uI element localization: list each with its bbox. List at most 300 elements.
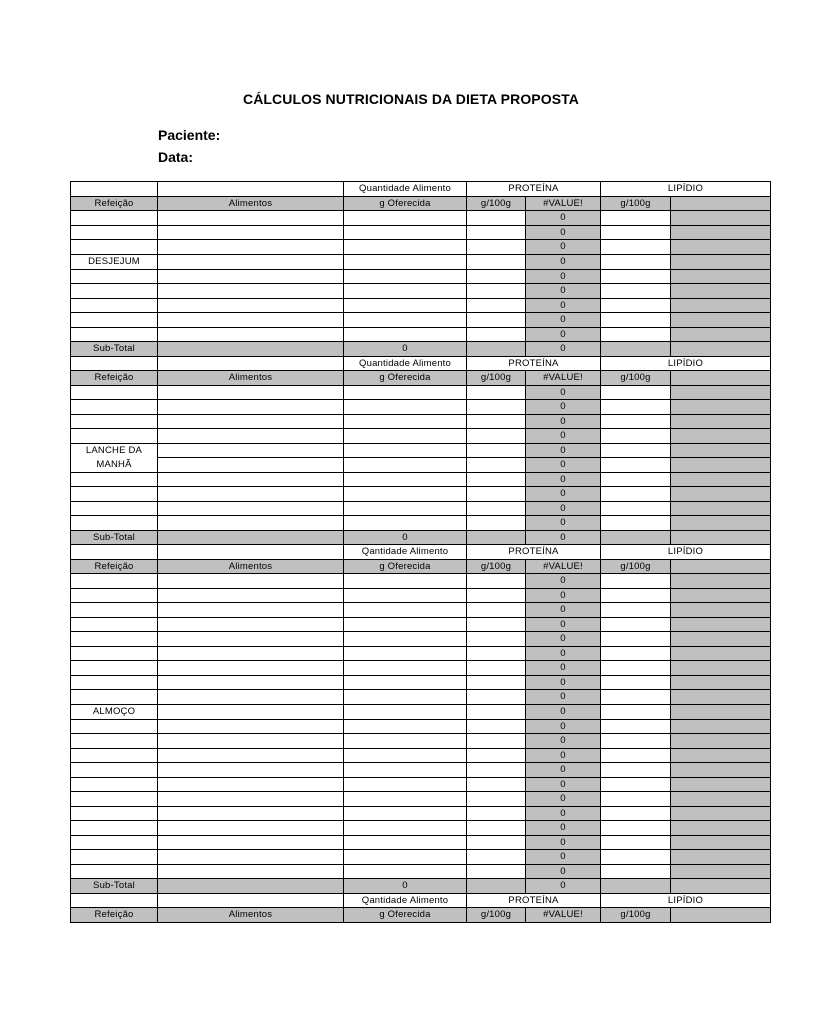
protein-value-cell: 0 — [526, 225, 601, 240]
meal-cell — [71, 225, 158, 240]
lipid-g100-cell[interactable] — [601, 269, 671, 284]
protein-value-cell: 0 — [526, 632, 601, 647]
food-row — [71, 240, 771, 255]
lipid-g100-cell[interactable] — [601, 690, 671, 705]
lipid-value-cell — [671, 777, 771, 792]
protein-group-header: PROTEÍNA — [467, 545, 601, 560]
meal-cell — [71, 763, 158, 778]
food-row — [71, 646, 771, 661]
protein-g100-cell[interactable] — [467, 414, 526, 429]
food-name-cell[interactable] — [158, 792, 344, 807]
lipid-g100-cell[interactable] — [601, 472, 671, 487]
protein-g100-cell[interactable] — [467, 690, 526, 705]
protein-g100-cell[interactable] — [467, 763, 526, 778]
food-name-cell[interactable] — [158, 414, 344, 429]
food-name-cell[interactable] — [158, 588, 344, 603]
meal-cell — [71, 313, 158, 328]
protein-g100-col-header: g/100g — [467, 908, 526, 923]
meal-label: LANCHE DA MANHÃ — [71, 443, 158, 472]
protein-g100-cell[interactable] — [467, 240, 526, 255]
lipid-g100-cell[interactable] — [601, 487, 671, 502]
offered-grams-cell[interactable] — [344, 458, 467, 473]
lipid-g100-cell[interactable] — [601, 225, 671, 240]
offered-grams-cell[interactable] — [344, 806, 467, 821]
protein-g100-cell[interactable] — [467, 632, 526, 647]
lipid-value-cell — [671, 298, 771, 313]
protein-g100-cell[interactable] — [467, 588, 526, 603]
food-name-cell[interactable] — [158, 719, 344, 734]
meal-cell — [71, 850, 158, 865]
food-name-cell[interactable] — [158, 327, 344, 342]
lipid-g100-cell[interactable] — [601, 646, 671, 661]
offered-grams-cell[interactable] — [344, 690, 467, 705]
food-row — [71, 792, 771, 807]
column-header-row — [71, 908, 771, 923]
food-row — [71, 675, 771, 690]
meal-cell — [71, 661, 158, 676]
group-header-row — [71, 182, 771, 197]
lipid-value-cell — [671, 313, 771, 328]
lipid-value-cell — [671, 385, 771, 400]
protein-g100-cell[interactable] — [467, 704, 526, 719]
meal-cell — [71, 806, 158, 821]
protein-value-cell: 0 — [526, 327, 601, 342]
meal-cell — [71, 835, 158, 850]
offered-grams-cell[interactable] — [344, 385, 467, 400]
lipid-value-cell — [671, 603, 771, 618]
lipid-g100-cell[interactable] — [601, 400, 671, 415]
offered-grams-cell[interactable] — [344, 646, 467, 661]
food-row — [71, 704, 771, 719]
protein-g100-cell[interactable] — [467, 864, 526, 879]
food-name-cell[interactable] — [158, 661, 344, 676]
protein-g100-col-header: g/100g — [467, 559, 526, 574]
subtotal-protein: 0 — [526, 530, 601, 545]
meal-cell — [71, 821, 158, 836]
lipid-g100-cell[interactable] — [601, 501, 671, 516]
protein-value-cell: 0 — [526, 777, 601, 792]
food-row — [71, 298, 771, 313]
protein-g100-cell[interactable] — [467, 501, 526, 516]
protein-value-cell: 0 — [526, 400, 601, 415]
protein-g100-cell[interactable] — [467, 284, 526, 299]
subtotal-protein-g100-cell — [467, 342, 526, 357]
food-name-cell[interactable] — [158, 211, 344, 226]
subtotal-quantity: 0 — [344, 530, 467, 545]
food-row — [71, 719, 771, 734]
food-name-cell[interactable] — [158, 240, 344, 255]
food-name-cell[interactable] — [158, 617, 344, 632]
food-name-cell[interactable] — [158, 385, 344, 400]
subtotal-row — [71, 879, 771, 894]
protein-g100-cell[interactable] — [467, 269, 526, 284]
food-name-cell[interactable] — [158, 225, 344, 240]
food-row — [71, 821, 771, 836]
lipid-g100-cell[interactable] — [601, 864, 671, 879]
food-name-cell[interactable] — [158, 821, 344, 836]
food-row — [71, 269, 771, 284]
lipid-g100-cell[interactable] — [601, 211, 671, 226]
meal-col-header: Refeição — [71, 196, 158, 211]
protein-g100-cell[interactable] — [467, 443, 526, 458]
offered-grams-cell[interactable] — [344, 748, 467, 763]
food-name-cell[interactable] — [158, 254, 344, 269]
food-name-cell[interactable] — [158, 501, 344, 516]
lipid-group-header: LIPÍDIO — [601, 356, 771, 371]
lipid-value-cell — [671, 472, 771, 487]
protein-g100-col-header: g/100g — [467, 196, 526, 211]
food-name-cell[interactable] — [158, 835, 344, 850]
offered-grams-cell[interactable] — [344, 240, 467, 255]
lipid-g100-cell[interactable] — [601, 617, 671, 632]
lipid-g100-cell[interactable] — [601, 675, 671, 690]
subtotal-quantity: 0 — [344, 342, 467, 357]
food-name-cell[interactable] — [158, 298, 344, 313]
offered-grams-cell[interactable] — [344, 835, 467, 850]
offered-grams-cell[interactable] — [344, 661, 467, 676]
subtotal-foods-cell — [158, 342, 344, 357]
offered-grams-cell[interactable] — [344, 443, 467, 458]
offered-grams-cell[interactable] — [344, 472, 467, 487]
lipid-g100-cell[interactable] — [601, 777, 671, 792]
lipid-g100-cell[interactable] — [601, 327, 671, 342]
food-name-cell[interactable] — [158, 400, 344, 415]
food-name-cell[interactable] — [158, 487, 344, 502]
meal-cell — [71, 400, 158, 415]
food-name-cell[interactable] — [158, 574, 344, 589]
quantity-group-header: Qantidade Alimento — [344, 545, 467, 560]
protein-g100-cell[interactable] — [467, 429, 526, 444]
offered-grams-cell[interactable] — [344, 254, 467, 269]
offered-grams-cell[interactable] — [344, 501, 467, 516]
protein-g100-cell[interactable] — [467, 254, 526, 269]
food-name-cell[interactable] — [158, 690, 344, 705]
lipid-value-cell — [671, 327, 771, 342]
protein-value-cell: 0 — [526, 821, 601, 836]
offered-grams-cell[interactable] — [344, 327, 467, 342]
food-row — [71, 588, 771, 603]
lipid-g100-cell[interactable] — [601, 835, 671, 850]
protein-group-header: PROTEÍNA — [467, 893, 601, 908]
protein-g100-cell[interactable] — [467, 211, 526, 226]
meal-cell — [71, 777, 158, 792]
meal-cell — [71, 284, 158, 299]
offered-grams-cell[interactable] — [344, 792, 467, 807]
meal-cell — [71, 414, 158, 429]
meal-cell — [71, 429, 158, 444]
protein-g100-cell[interactable] — [467, 661, 526, 676]
lipid-g100-cell[interactable] — [601, 284, 671, 299]
lipid-g100-cell[interactable] — [601, 704, 671, 719]
lipid-g100-cell[interactable] — [601, 734, 671, 749]
food-name-cell[interactable] — [158, 864, 344, 879]
protein-g100-cell[interactable] — [467, 327, 526, 342]
protein-value-cell: 0 — [526, 269, 601, 284]
food-row — [71, 254, 771, 269]
meal-cell — [71, 472, 158, 487]
lipid-g100-cell[interactable] — [601, 719, 671, 734]
meal-cell — [71, 269, 158, 284]
meal-cell — [71, 603, 158, 618]
protein-g100-cell[interactable] — [467, 487, 526, 502]
meal-cell — [71, 487, 158, 502]
food-row — [71, 690, 771, 705]
lipid-value-cell — [671, 675, 771, 690]
offered-grams-cell[interactable] — [344, 574, 467, 589]
lipid-calc-col-header — [671, 371, 771, 386]
quantity-group-header: Quantidade Alimento — [344, 182, 467, 197]
protein-g100-cell[interactable] — [467, 748, 526, 763]
food-row — [71, 327, 771, 342]
meal-cell — [71, 516, 158, 531]
protein-g100-cell[interactable] — [467, 675, 526, 690]
meal-cell — [71, 501, 158, 516]
lipid-value-cell — [671, 806, 771, 821]
quantity-group-header: Quantidade Alimento — [344, 356, 467, 371]
subtotal-protein: 0 — [526, 342, 601, 357]
subtotal-lipid-g100-cell — [601, 342, 671, 357]
meal-cell — [71, 719, 158, 734]
offered-col-header: g Oferecida — [344, 371, 467, 386]
food-row — [71, 806, 771, 821]
food-name-cell[interactable] — [158, 806, 344, 821]
meal-cell — [71, 240, 158, 255]
lipid-value-cell — [671, 646, 771, 661]
food-name-cell[interactable] — [158, 603, 344, 618]
food-row — [71, 632, 771, 647]
protein-g100-cell[interactable] — [467, 617, 526, 632]
offered-grams-cell[interactable] — [344, 400, 467, 415]
food-row — [71, 574, 771, 589]
protein-g100-cell[interactable] — [467, 777, 526, 792]
offered-grams-cell[interactable] — [344, 225, 467, 240]
subtotal-foods-cell — [158, 879, 344, 894]
meal-label: ALMOÇO — [71, 704, 158, 719]
lipid-value-cell — [671, 254, 771, 269]
lipid-group-header: LIPÍDIO — [601, 545, 771, 560]
subtotal-protein: 0 — [526, 879, 601, 894]
offered-grams-cell[interactable] — [344, 864, 467, 879]
lipid-g100-cell[interactable] — [601, 748, 671, 763]
protein-value-cell: 0 — [526, 850, 601, 865]
offered-grams-cell[interactable] — [344, 487, 467, 502]
patient-label: Paciente: — [158, 127, 221, 143]
protein-g100-cell[interactable] — [467, 458, 526, 473]
food-name-cell[interactable] — [158, 646, 344, 661]
offered-grams-cell[interactable] — [344, 414, 467, 429]
lipid-value-cell — [671, 501, 771, 516]
lipid-g100-cell[interactable] — [601, 240, 671, 255]
meal-cell — [71, 675, 158, 690]
offered-grams-cell[interactable] — [344, 516, 467, 531]
food-name-cell[interactable] — [158, 458, 344, 473]
lipid-value-cell — [671, 429, 771, 444]
protein-g100-cell[interactable] — [467, 472, 526, 487]
lipid-group-header: LIPÍDIO — [601, 893, 771, 908]
lipid-g100-cell[interactable] — [601, 385, 671, 400]
lipid-g100-cell[interactable] — [601, 632, 671, 647]
protein-g100-cell[interactable] — [467, 603, 526, 618]
subtotal-lipid-cell — [671, 530, 771, 545]
lipid-value-cell — [671, 400, 771, 415]
food-row — [71, 748, 771, 763]
meal-cell — [71, 574, 158, 589]
empty-cell — [158, 356, 344, 371]
protein-calc-col-header: #VALUE! — [526, 559, 601, 574]
lipid-value-cell — [671, 443, 771, 458]
protein-value-cell: 0 — [526, 429, 601, 444]
lipid-value-cell — [671, 211, 771, 226]
offered-grams-cell[interactable] — [344, 821, 467, 836]
protein-value-cell: 0 — [526, 763, 601, 778]
lipid-g100-cell[interactable] — [601, 763, 671, 778]
food-name-cell[interactable] — [158, 516, 344, 531]
lipid-g100-cell[interactable] — [601, 458, 671, 473]
meal-cell — [71, 792, 158, 807]
empty-cell — [158, 182, 344, 197]
protein-g100-cell[interactable] — [467, 719, 526, 734]
offered-grams-cell[interactable] — [344, 734, 467, 749]
lipid-g100-cell[interactable] — [601, 661, 671, 676]
lipid-g100-cell[interactable] — [601, 792, 671, 807]
foods-col-header: Alimentos — [158, 371, 344, 386]
offered-grams-cell[interactable] — [344, 603, 467, 618]
lipid-g100-cell[interactable] — [601, 298, 671, 313]
protein-g100-cell[interactable] — [467, 850, 526, 865]
food-row — [71, 225, 771, 240]
spreadsheet-viewport — [70, 181, 704, 924]
food-row — [71, 414, 771, 429]
protein-g100-cell[interactable] — [467, 385, 526, 400]
offered-grams-cell[interactable] — [344, 211, 467, 226]
lipid-g100-cell[interactable] — [601, 429, 671, 444]
lipid-g100-cell[interactable] — [601, 443, 671, 458]
food-name-cell[interactable] — [158, 632, 344, 647]
food-name-cell[interactable] — [158, 850, 344, 865]
offered-grams-cell[interactable] — [344, 850, 467, 865]
lipid-g100-cell[interactable] — [601, 588, 671, 603]
foods-col-header: Alimentos — [158, 559, 344, 574]
protein-g100-cell[interactable] — [467, 734, 526, 749]
lipid-value-cell — [671, 240, 771, 255]
food-name-cell[interactable] — [158, 675, 344, 690]
lipid-g100-cell[interactable] — [601, 516, 671, 531]
offered-grams-cell[interactable] — [344, 429, 467, 444]
protein-value-cell: 0 — [526, 254, 601, 269]
food-row — [71, 385, 771, 400]
food-name-cell[interactable] — [158, 429, 344, 444]
lipid-value-cell — [671, 574, 771, 589]
protein-value-cell: 0 — [526, 864, 601, 879]
offered-grams-cell[interactable] — [344, 632, 467, 647]
protein-g100-cell[interactable] — [467, 225, 526, 240]
lipid-value-cell — [671, 487, 771, 502]
food-name-cell[interactable] — [158, 777, 344, 792]
lipid-value-cell — [671, 835, 771, 850]
food-name-cell[interactable] — [158, 472, 344, 487]
offered-grams-cell[interactable] — [344, 777, 467, 792]
protein-value-cell: 0 — [526, 211, 601, 226]
food-name-cell[interactable] — [158, 443, 344, 458]
protein-g100-cell[interactable] — [467, 806, 526, 821]
subtotal-row — [71, 530, 771, 545]
subtotal-row — [71, 342, 771, 357]
lipid-g100-cell[interactable] — [601, 313, 671, 328]
protein-g100-cell[interactable] — [467, 821, 526, 836]
lipid-g100-cell[interactable] — [601, 603, 671, 618]
offered-grams-cell[interactable] — [344, 588, 467, 603]
meal-cell — [71, 690, 158, 705]
food-name-cell[interactable] — [158, 313, 344, 328]
meal-cell — [71, 588, 158, 603]
meal-cell — [71, 864, 158, 879]
lipid-g100-cell[interactable] — [601, 850, 671, 865]
offered-grams-cell[interactable] — [344, 617, 467, 632]
protein-g100-cell[interactable] — [467, 835, 526, 850]
column-header-row — [71, 559, 771, 574]
meal-cell — [71, 298, 158, 313]
protein-g100-cell[interactable] — [467, 516, 526, 531]
food-name-cell[interactable] — [158, 763, 344, 778]
food-name-cell[interactable] — [158, 734, 344, 749]
lipid-g100-cell[interactable] — [601, 254, 671, 269]
food-row — [71, 487, 771, 502]
meal-cell — [71, 632, 158, 647]
food-row — [71, 850, 771, 865]
lipid-value-cell — [671, 748, 771, 763]
empty-cell — [71, 182, 158, 197]
lipid-value-cell — [671, 516, 771, 531]
food-name-cell[interactable] — [158, 748, 344, 763]
offered-grams-cell[interactable] — [344, 298, 467, 313]
offered-grams-cell[interactable] — [344, 284, 467, 299]
lipid-g100-col-header: g/100g — [601, 559, 671, 574]
lipid-g100-cell[interactable] — [601, 574, 671, 589]
meal-cell — [71, 646, 158, 661]
offered-grams-cell[interactable] — [344, 313, 467, 328]
lipid-g100-cell[interactable] — [601, 821, 671, 836]
food-row — [71, 458, 771, 473]
food-name-cell[interactable] — [158, 704, 344, 719]
offered-grams-cell[interactable] — [344, 719, 467, 734]
food-row — [71, 864, 771, 879]
protein-value-cell: 0 — [526, 719, 601, 734]
protein-g100-cell[interactable] — [467, 298, 526, 313]
lipid-value-cell — [671, 632, 771, 647]
lipid-g100-cell[interactable] — [601, 806, 671, 821]
food-row — [71, 443, 771, 458]
lipid-value-cell — [671, 458, 771, 473]
food-row — [71, 284, 771, 299]
food-name-cell[interactable] — [158, 269, 344, 284]
protein-g100-cell[interactable] — [467, 574, 526, 589]
protein-g100-cell[interactable] — [467, 313, 526, 328]
protein-g100-cell[interactable] — [467, 792, 526, 807]
lipid-value-cell — [671, 284, 771, 299]
protein-g100-cell[interactable] — [467, 400, 526, 415]
food-name-cell[interactable] — [158, 284, 344, 299]
lipid-g100-cell[interactable] — [601, 414, 671, 429]
lipid-value-cell — [671, 864, 771, 879]
offered-grams-cell[interactable] — [344, 269, 467, 284]
nutrition-table — [70, 181, 771, 923]
protein-g100-cell[interactable] — [467, 646, 526, 661]
protein-value-cell: 0 — [526, 588, 601, 603]
group-header-row — [71, 356, 771, 371]
offered-grams-cell[interactable] — [344, 675, 467, 690]
offered-grams-cell[interactable] — [344, 763, 467, 778]
offered-grams-cell[interactable] — [344, 704, 467, 719]
